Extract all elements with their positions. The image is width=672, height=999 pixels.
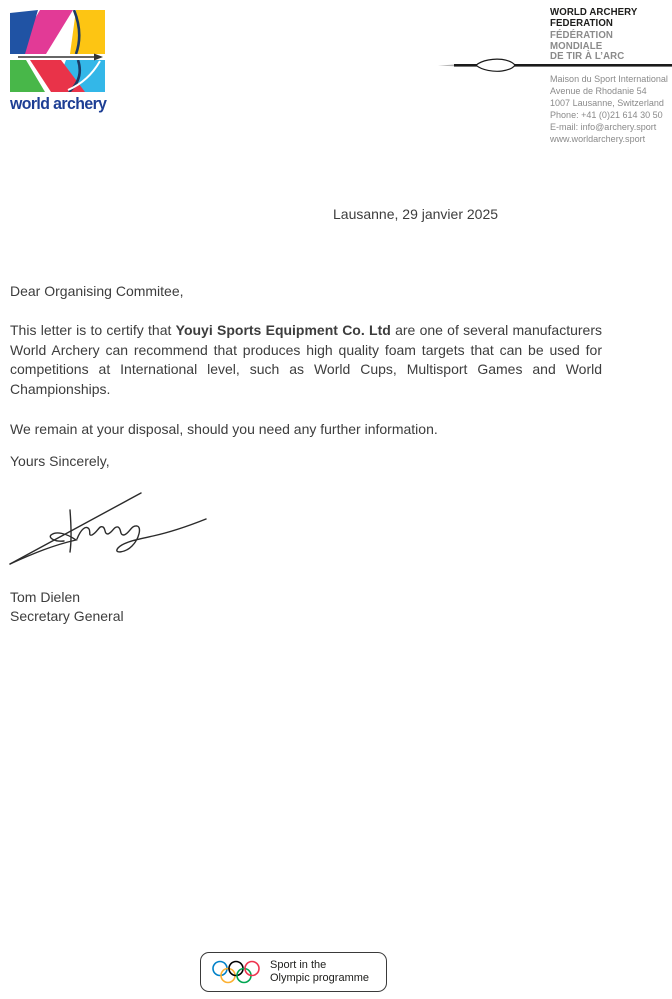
address-line: Avenue de Rhodanie 54 [550, 86, 647, 97]
paragraph-text: are one of several manufacturers World Archery can recommend that produces high quality foam targets that can be used for competitions at International level, such as World Cups, Multisport Games and World Championships. [10, 322, 603, 397]
federation-name-en-line2: FEDERATION [550, 16, 614, 29]
address-block [550, 74, 672, 146]
badge-text-line1: Sport in the [270, 958, 327, 971]
federation-name-en-line1: WORLD ARCHERY [550, 6, 638, 18]
closing-line: Yours Sincerely, [10, 453, 110, 469]
arrow-icon [436, 57, 672, 73]
federation-name-fr-line3: DE TIR À L’ARC [550, 50, 625, 62]
federation-name-en [550, 7, 672, 28]
address-line: 1007 Lausanne, Switzerland [550, 98, 664, 109]
badge-text [270, 959, 369, 986]
address-email: E-mail: info@archery.sport [550, 122, 657, 133]
signature-image [2, 483, 217, 575]
federation-name-fr-line1: FÉDÉRATION [550, 29, 614, 41]
olympic-rings-icon [211, 959, 263, 986]
world-archery-logo-icon [10, 10, 105, 92]
badge-text-line2: Olympic programme [270, 972, 370, 984]
paragraph-text: This letter is to certify that [10, 322, 176, 338]
world-archery-logo [10, 10, 106, 114]
address-line: Maison du Sport International [550, 74, 668, 85]
company-name: Youyi Sports Equipment Co. Ltd [175, 322, 391, 338]
signer-name: Tom Dielen [10, 589, 81, 605]
dateline: Lausanne, 29 janvier 2025 [333, 206, 499, 222]
address-website: www.worldarchery.sport [550, 134, 646, 145]
disposal-paragraph: We remain at your disposal, should you need any further information. [10, 421, 438, 437]
certification-paragraph [10, 321, 602, 399]
olympic-programme-badge [200, 952, 387, 992]
world-archery-wordmark: world archery [10, 95, 107, 113]
signer-title: Secretary General [10, 608, 124, 624]
federation-name-fr-line2: MONDIALE [550, 39, 603, 52]
letterhead [550, 7, 672, 62]
address-phone: Phone: +41 (0)21 614 30 50 [550, 110, 663, 121]
salutation: Dear Organising Commitee, [10, 283, 184, 299]
